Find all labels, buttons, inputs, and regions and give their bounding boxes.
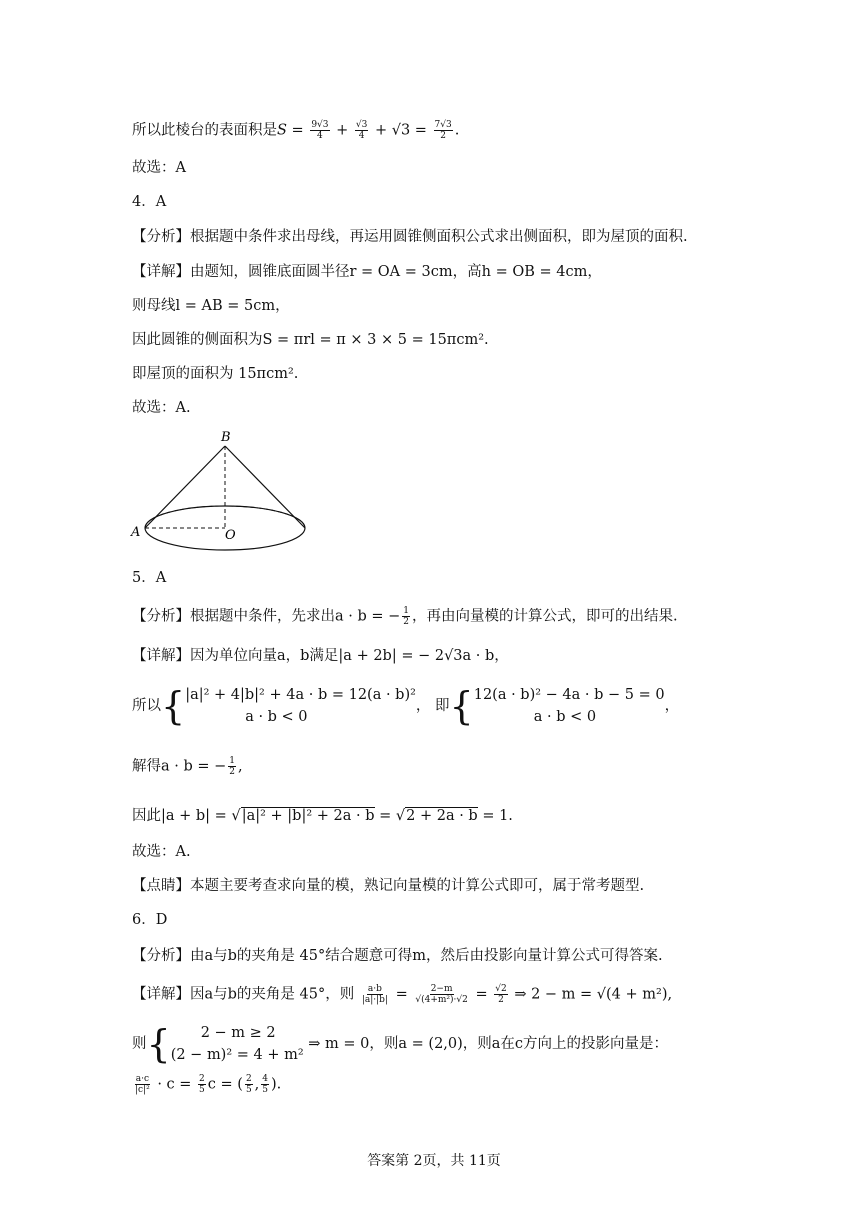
num: 2 [199, 1074, 205, 1084]
radicand: 2 + 2a · b [406, 808, 478, 824]
detail-4: 【详解】由题知，圆锥底面圆半径r = OA = 3cm，高h = OB = 4cm， [132, 264, 602, 280]
dot-product: a · b = − [335, 608, 401, 625]
system-1 [185, 684, 416, 728]
inequality: 2 − m ≥ 2 [200, 1025, 276, 1041]
var-s: S [277, 122, 287, 139]
den: |a|·|b| [361, 995, 388, 1005]
answer-choice: 故选：A. [132, 844, 191, 860]
num: 1 [403, 606, 410, 616]
fraction [494, 984, 507, 1005]
comment-5: 【点睛】本题主要考查求向量的模，熟记向量模的计算公式即可，属于常考题型. [132, 878, 645, 894]
left-brace: { [161, 684, 186, 728]
num: 4 [262, 1074, 269, 1084]
den: 5 [262, 1085, 269, 1095]
text: = 1. [482, 808, 513, 824]
den: 5 [245, 1085, 252, 1095]
num: √2 [495, 984, 507, 994]
text: 所以此棱台的表面积是 [132, 122, 277, 139]
text: 【详解】因a与b的夹角是 45°，则 [132, 986, 355, 1003]
text: = [395, 986, 408, 1003]
fraction [245, 1074, 253, 1095]
inequality: a · b < 0 [533, 709, 597, 725]
label-a: A [131, 525, 141, 540]
text: = [475, 986, 488, 1003]
label-b: B [221, 430, 231, 445]
page-footer: 答案第 2页，共 11页 [367, 1153, 501, 1169]
text: ). [271, 1076, 282, 1093]
detail-5: 【详解】因为单位向量a，b满足|a + 2b| = − 2√3a · b， [132, 648, 509, 664]
text: ，再由向量模的计算公式，即可的出结果. [412, 608, 678, 625]
cone-figure [128, 428, 318, 556]
text: ⇒ m = 0，则a = (2,0)，则a在c方向上的投影向量是： [308, 1036, 669, 1052]
surface-area-conclusion: 所以此棱台的表面积是S = $\frac{9√3}{4}$ + $\frac{√3}{4}$ + √3 = $\frac{7√3}{2}$ . [132, 120, 460, 141]
equation: 12(a · b)² − 4a · b − 5 = 0 [473, 687, 665, 703]
den: 2 [229, 767, 236, 777]
left-brace: { [146, 1022, 171, 1066]
text: 所以 [132, 698, 161, 714]
analysis-6: 【分析】由a与b的夹角是 45°结合题意可得m，然后由投影向量计算公式可得答案. [132, 948, 663, 964]
num: a·b [367, 984, 382, 994]
text: · c = [157, 1076, 192, 1093]
text: = [379, 808, 392, 824]
cone-edge-right [225, 446, 305, 528]
fraction [228, 756, 236, 777]
text: 因此|a + b| = [132, 808, 227, 824]
fraction [434, 120, 453, 141]
question-heading-6: 6．D [132, 912, 168, 928]
system-6 [132, 1022, 668, 1066]
radicand: |a|² + |b|² + 2a · b [241, 808, 375, 824]
den: 2 [498, 995, 504, 1005]
roof-area: 即屋顶的面积为 15πcm². [132, 366, 299, 382]
lateral-area: 因此圆锥的侧面积为S = πrl = π × 3 × 5 = 15πcm². [132, 332, 489, 348]
den: 2 [440, 131, 446, 141]
fraction [134, 1074, 151, 1095]
text: + √3 = [374, 122, 427, 139]
text: ， [664, 698, 680, 714]
question-heading-5: 5．A [132, 570, 167, 586]
analysis-5 [132, 606, 678, 627]
text: 【分析】根据题中条件，先求出 [132, 608, 335, 625]
text: ⇒ 2 − m = √(4 + m²), [514, 986, 673, 1003]
text: 则 [132, 1036, 147, 1052]
solve-result [132, 756, 243, 777]
equation: |a|² + 4|b|² + 4a · b = 12(a · b)² [185, 687, 416, 703]
den: √(4+m²)·√2 [415, 995, 468, 1005]
fraction [310, 120, 329, 141]
num: √3 [355, 120, 368, 130]
cone-edge-left [145, 446, 225, 528]
inequality: a · b < 0 [245, 709, 308, 725]
fraction [414, 984, 469, 1005]
num: 2−m [430, 984, 453, 994]
num: 9√3 [311, 120, 329, 130]
text: , [254, 1076, 260, 1093]
num: a·c [135, 1074, 149, 1084]
den: 2 [403, 617, 410, 627]
system-2 [474, 684, 665, 728]
slant-height: 则母线l = AB = 5cm， [132, 298, 290, 314]
equation: (2 − m)² = 4 + m² [170, 1047, 304, 1063]
fraction [261, 1074, 269, 1095]
text: c = ( [207, 1076, 243, 1093]
system-equations [132, 684, 679, 728]
projection-result [132, 1074, 281, 1095]
label-o: O [225, 528, 236, 543]
num: 7√3 [434, 120, 452, 130]
text: , [238, 758, 243, 775]
system [171, 1022, 304, 1066]
fraction [198, 1074, 206, 1095]
question-heading-4: 4．A [132, 194, 167, 210]
text: ， 即 [415, 698, 450, 714]
fraction [402, 606, 410, 627]
fraction [355, 120, 368, 141]
num: 2 [245, 1074, 252, 1084]
den: |c|² [135, 1085, 150, 1095]
answer-choice: 故选：A. [132, 400, 191, 416]
answer-choice: 故选：A [132, 160, 186, 176]
left-brace: { [449, 684, 474, 728]
den: 5 [199, 1085, 205, 1095]
den: 4 [317, 131, 323, 141]
magnitude-result: 因此|a + b| = √|a|² + |b|² + 2a · b = √2 + 2a · b = 1. [132, 808, 513, 824]
detail-6 [132, 984, 672, 1005]
text: 解得a · b = − [132, 758, 227, 775]
fraction [361, 984, 389, 1005]
analysis-4: 【分析】根据题中条件求出母线，再运用圆锥侧面积公式求出侧面积，即为屋顶的面积. [132, 229, 688, 245]
num: 1 [229, 756, 236, 766]
den: 4 [358, 131, 365, 141]
